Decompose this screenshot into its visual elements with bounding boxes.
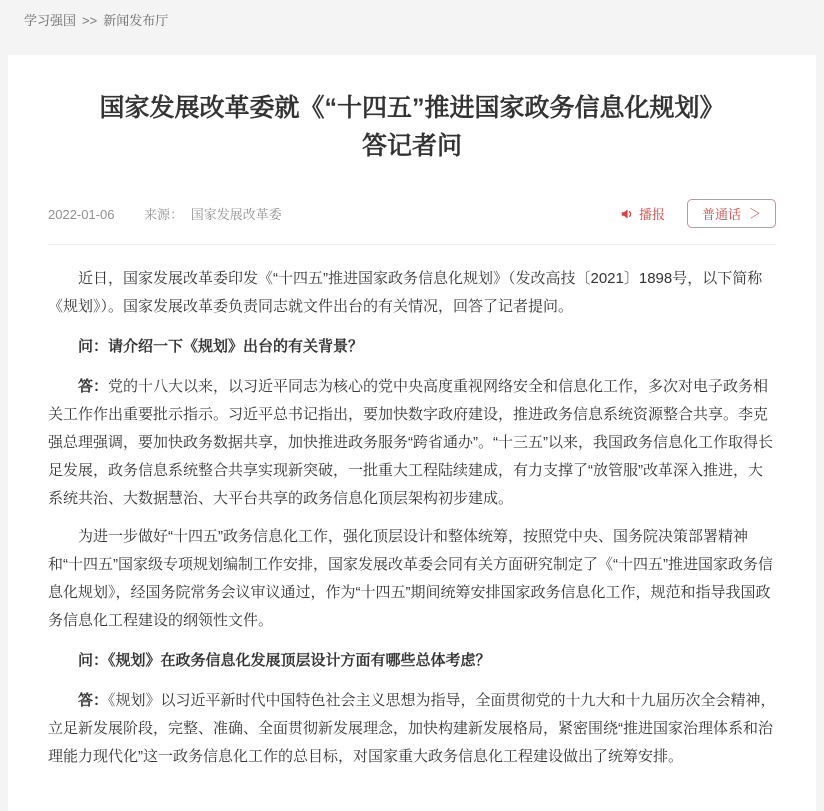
mandarin-label: 普通话: [701, 207, 741, 222]
article-meta-row: [48, 193, 776, 245]
publish-date: 2022-01-06: [48, 207, 115, 222]
chevron-right-icon: ＞: [748, 206, 761, 223]
source-name: 国家发展改革委: [190, 207, 282, 222]
paragraph-text: 为进一步做好“十四五”政务信息化工作，强化顶层设计和整体统筹，按照党中央、国务院决策部署精神和“十四五”国家级专项规划编制工作安排，国家发展改革委会同有关方面研究制定了《“十四五”推进国家政务信息化规划》，经国务院常务会议审议通过，作为“十四五”期间统筹安排国家政务信息化工作，规范和指导我国政务信息化工程建设的纲领性文件。: [48, 528, 773, 629]
question-paragraph: [48, 333, 776, 361]
question-prefix: 问：: [78, 652, 109, 669]
article-actions: [620, 199, 776, 228]
paragraph-text: 党的十八大以来，以习近平同志为核心的党中央高度重视网络安全和信息化工作，多次对电子政务相关工作作出重要批示指示。习近平总书记指出，要加快数字政府建设，推进政务信息系统资源整合共享。李克强总理强调，要加快政务数据共享，加快推进政务服务“跨省通办”。“十三五”以来，我国政务信息化工作取得长足发展，政务信息系统整合共享实现新突破，一批重大工程陆续建成，有力支撑了“放管服”改革深入推进，大系统共治、大数据慧治、大平台共享的政务信息化顶层架构初步建成。: [48, 378, 773, 507]
breadcrumb-section-link[interactable]: 新闻发布厅: [103, 13, 169, 28]
article-meta: [48, 204, 282, 223]
answer-paragraph: [48, 373, 776, 513]
question-paragraph: [48, 647, 776, 675]
article-paragraph: [48, 523, 776, 635]
paragraph-text: 《规划》在政务信息化发展顶层设计方面有哪些总体考虑？: [108, 652, 491, 669]
article-paragraph: [48, 265, 776, 321]
answer-prefix: 答：: [78, 378, 109, 395]
title-line-1: 国家发展改革委就《“十四五”推进国家政务信息化规划》: [99, 94, 725, 122]
article-card: [8, 55, 816, 811]
mandarin-button[interactable]: [687, 199, 776, 228]
paragraph-text: 近日，国家发展改革委印发《“十四五”推进国家政务信息化规划》（发改高技〔2021〕1898号，以下简称《规划》）。国家发展改革委负责同志就文件出台的有关情况，回答了记者提问。: [48, 270, 763, 315]
article-body: [48, 259, 776, 771]
paragraph-text: 《规划》以习近平新时代中国特色社会主义思想为指导，全面贯彻党的十九大和十九届历次全会精神，立足新发展阶段，完整、准确、全面贯彻新发展理念，加快构建新发展格局，紧密围绕“推进国家治理体系和治理能力现代化”这一政务信息化工作的总目标，对国家重大政务信息化工程建设做出了统筹安排。: [48, 692, 776, 765]
broadcast-button[interactable]: [620, 204, 665, 223]
title-line-2: 答记者问: [361, 132, 462, 160]
speaker-icon: [620, 207, 639, 221]
paragraph-text: 请介绍一下《规划》出台的有关背景？: [108, 338, 364, 355]
answer-prefix: 答：: [78, 692, 109, 709]
answer-paragraph: [48, 687, 776, 771]
page-title: [48, 89, 776, 165]
breadcrumb: [0, 0, 824, 55]
broadcast-label: 播报: [638, 207, 665, 222]
source-label: 来源：: [144, 207, 184, 222]
breadcrumb-separator: >>: [82, 13, 98, 28]
breadcrumb-site-link[interactable]: 学习强国: [24, 13, 77, 28]
question-prefix: 问：: [78, 338, 109, 355]
